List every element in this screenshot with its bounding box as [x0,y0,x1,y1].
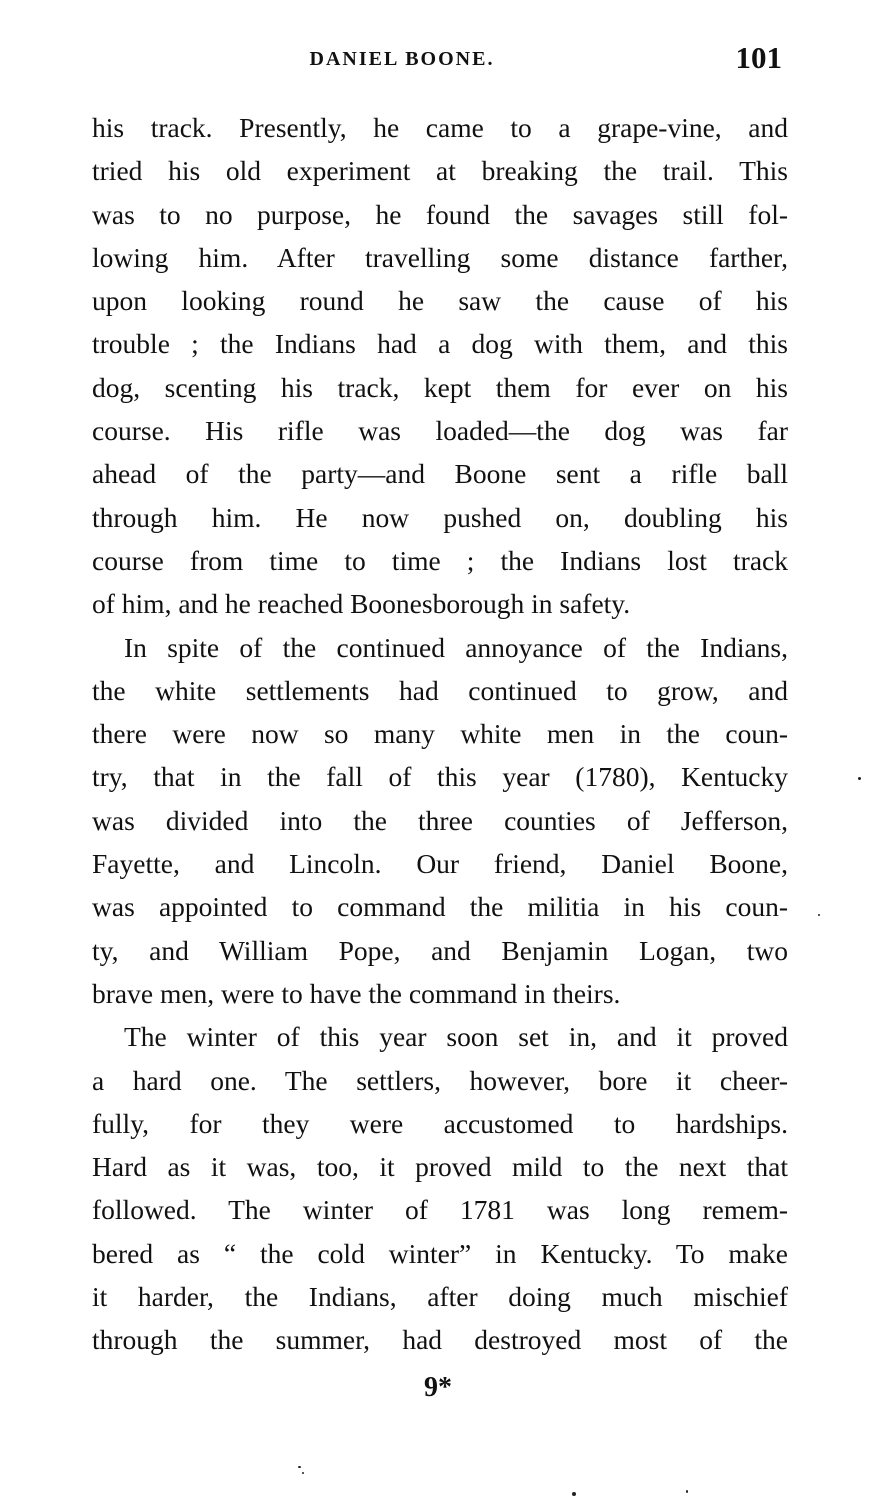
scan-speck [302,1472,304,1474]
text-line: was to no purpose, he found the savages still fol- [92,198,788,230]
paragraph-1 [92,106,788,626]
text-line: dog, scenting his track, kept them for ever on his [92,371,788,403]
text-line: try, that in the fall of this year (1780), Kentucky [92,761,788,793]
running-head [92,40,792,80]
page-number: 101 [735,40,782,75]
text-line: In spite of the continued annoyance of the Indians, [124,631,788,663]
text-line: upon looking round he saw the cause of his [92,285,788,317]
text-line: The winter of this year soon set in, and it proved [124,1021,788,1053]
text-line: Hard as it was, too, it proved mild to the next that [92,1151,788,1183]
text-line: course. His rifle was loaded—the dog was far [92,415,788,447]
text-line: ahead of the party—and Boone sent a rifle ball [92,458,788,490]
text-line: was divided into the three counties of Jefferson, [92,804,788,836]
text-line: was appointed to command the militia in his coun- [92,891,788,923]
text-line: ty, and William Pope, and Benjamin Logan, two [92,934,788,966]
scan-speck [858,777,861,780]
running-title: DANIEL BOONE. [309,48,495,70]
text-line: it harder, the Indians, after doing much mischief [92,1281,788,1313]
scan-speck [686,1490,688,1493]
text-line: the white settlements had continued to grow, and [92,674,788,706]
text-line: a hard one. The settlers, however, bore it cheer- [92,1064,788,1096]
body-text [92,106,788,1362]
paragraph-3 [92,1015,788,1361]
text-line: brave men, were to have the command in theirs. [92,977,621,1009]
text-line: Fayette, and Lincoln. Our friend, Daniel Boone, [92,848,788,880]
scan-speck [298,1466,301,1468]
text-line: followed. The winter of 1781 was long remem- [92,1194,788,1226]
text-line: lowing him. After travelling some distance farther, [92,241,788,273]
paragraph-2 [92,626,788,1016]
text-line: course from time to time ; the Indians lost track [92,544,788,576]
signature-mark: 9* [424,1372,452,1403]
text-line: his track. Presently, he came to a grape-vine, and [92,112,788,143]
text-line: of him, and he reached Boonesborough in safety. [92,588,631,620]
text-line: tried his old experiment at breaking the trail. This [92,155,788,187]
text-line: trouble ; the Indians had a dog with them, and this [92,328,788,360]
text-line: through the summer, had destroyed most of the [92,1324,788,1356]
text-line: bered as “ the cold winter” in Kentucky. To make [92,1237,788,1269]
text-line: through him. He now pushed on, doubling his [92,501,788,533]
scan-speck [818,914,820,916]
text-line: there were now so many white men in the coun- [92,718,788,750]
text-line: fully, for they were accustomed to hardships. [92,1107,788,1139]
scan-speck [572,1492,576,1496]
